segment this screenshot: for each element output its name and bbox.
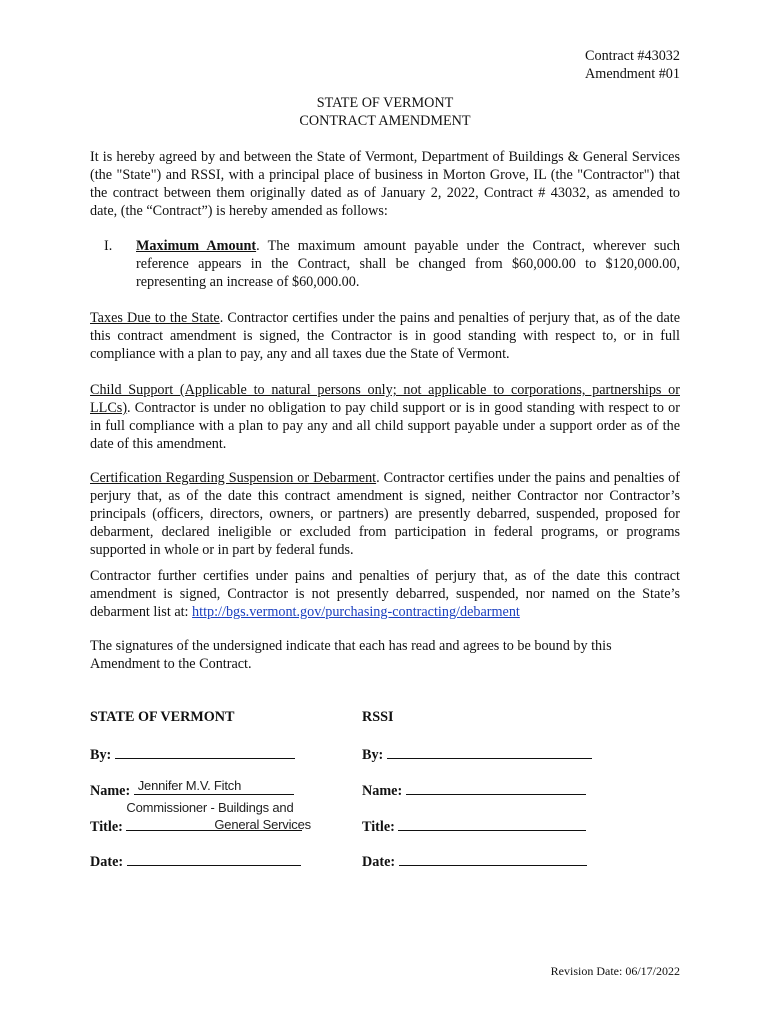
- state-name-line[interactable]: [134, 780, 294, 795]
- taxes-paragraph: [90, 309, 680, 363]
- contract-reference: [585, 47, 680, 83]
- revision-date: Revision Date: 06/17/2022: [550, 964, 680, 978]
- state-title-value-line-2: General Services: [214, 817, 311, 832]
- state-by-row: [90, 744, 295, 764]
- state-title-line[interactable]: [126, 800, 311, 832]
- title-line-1: STATE OF VERMONT: [316, 95, 454, 111]
- intro-paragraph: It is hereby agreed by and between the State of Vermont, Department of Buildings & General Services (the "State") and RSSI, with a principal place of business in Morton Grove, IL (the "Contractor") that the contract between them originally dated as of January 2, 2022, Contract # 43032, as amended to date, (the “Contract”) is hereby amended as follows:: [90, 149, 680, 219]
- state-title-label: Title:: [90, 819, 123, 835]
- state-date-label: Date:: [90, 854, 124, 870]
- contractor-title-label: Title:: [362, 819, 395, 835]
- state-party-label: STATE OF VERMONT: [90, 709, 235, 725]
- child-support-paragraph: [90, 381, 680, 453]
- state-name-row: [90, 780, 294, 800]
- state-title-row: [90, 800, 311, 836]
- state-date-row: [90, 851, 301, 871]
- further-certification-paragraph: [90, 567, 680, 621]
- contractor-by-label: By:: [362, 747, 384, 763]
- contractor-date-label: Date:: [362, 854, 396, 870]
- contractor-by-line[interactable]: [387, 744, 592, 759]
- contractor-party-label: RSSI: [362, 709, 394, 725]
- contractor-name-label: Name:: [362, 783, 403, 799]
- title-line-2: CONTRACT AMENDMENT: [299, 113, 471, 129]
- taxes-heading: Taxes Due to the State: [90, 310, 220, 326]
- contractor-name-line[interactable]: [406, 780, 586, 795]
- amendment-number: Amendment #01: [585, 66, 680, 82]
- contractor-by-row: [362, 744, 592, 764]
- contractor-date-row: [362, 851, 587, 871]
- child-support-heading: Child Support (Applicable to natural persons only; not applicable to corporations, partnerships or LLCs): [90, 382, 680, 416]
- state-name-label: Name:: [90, 783, 131, 799]
- contract-number: Contract #43032: [585, 48, 680, 64]
- state-date-line[interactable]: [127, 851, 301, 866]
- state-name-value: Jennifer M.V. Fitch: [137, 778, 242, 793]
- child-support-text: . Contractor is under no obligation to pay child support or is in good standing with respect to or in full compliance with a plan to pay any and all child support payable under a support order as of the date of this amendment.: [90, 400, 680, 452]
- contractor-title-row: [362, 816, 586, 836]
- item-number: I.: [104, 238, 113, 254]
- document-title: [0, 94, 770, 130]
- further-text: Contractor further certifies under pains and penalties of perjury that, as of the date this contract amendment is signed, Contractor is not presently debarred, suspended, nor named on the State’s debarment list at:: [90, 568, 680, 620]
- contractor-name-row: [362, 780, 586, 800]
- item-text: . The maximum amount payable under the Contract, wherever such reference appears in the Contract, shall be changed from $60,000.00 to $120,000.00, representing an increase of $60,000.00.: [136, 238, 680, 290]
- state-by-line[interactable]: [115, 744, 295, 759]
- item-heading: Maximum Amount: [136, 238, 257, 254]
- debarment-text: . Contractor certifies under the pains and penalties of perjury that, as of the date this contract amendment is signed, neither Contractor nor Contractor’s principals (officers, directors, owners, or partners) are presently debarred, suspended, proposed for debarment, declared ineligible or excluded from participation in federal programs, or programs supported in whole or in part by federal funds.: [90, 470, 680, 558]
- signatures-paragraph: The signatures of the undersigned indicate that each has read and agrees to be bound by this Amendment to the Contract.: [90, 638, 612, 672]
- debarment-heading: Certification Regarding Suspension or Debarment: [90, 470, 377, 486]
- contractor-date-line[interactable]: [399, 851, 587, 866]
- contractor-title-line[interactable]: [398, 816, 586, 831]
- taxes-text: . Contractor certifies under the pains and penalties of perjury that, as of the date this contract amendment is signed, the Contractor is in good standing with respect to, or in full compliance with a plan to pay, any and all taxes due the State of Vermont.: [90, 310, 680, 362]
- debarment-paragraph: [90, 469, 680, 559]
- state-by-label: By:: [90, 747, 112, 763]
- state-title-value-line-1: Commissioner - Buildings and: [126, 800, 294, 815]
- item-body: [136, 237, 680, 291]
- debarment-list-link[interactable]: http://bgs.vermont.gov/purchasing-contracting/debarment: [192, 604, 520, 620]
- item-maximum-amount: [90, 237, 680, 291]
